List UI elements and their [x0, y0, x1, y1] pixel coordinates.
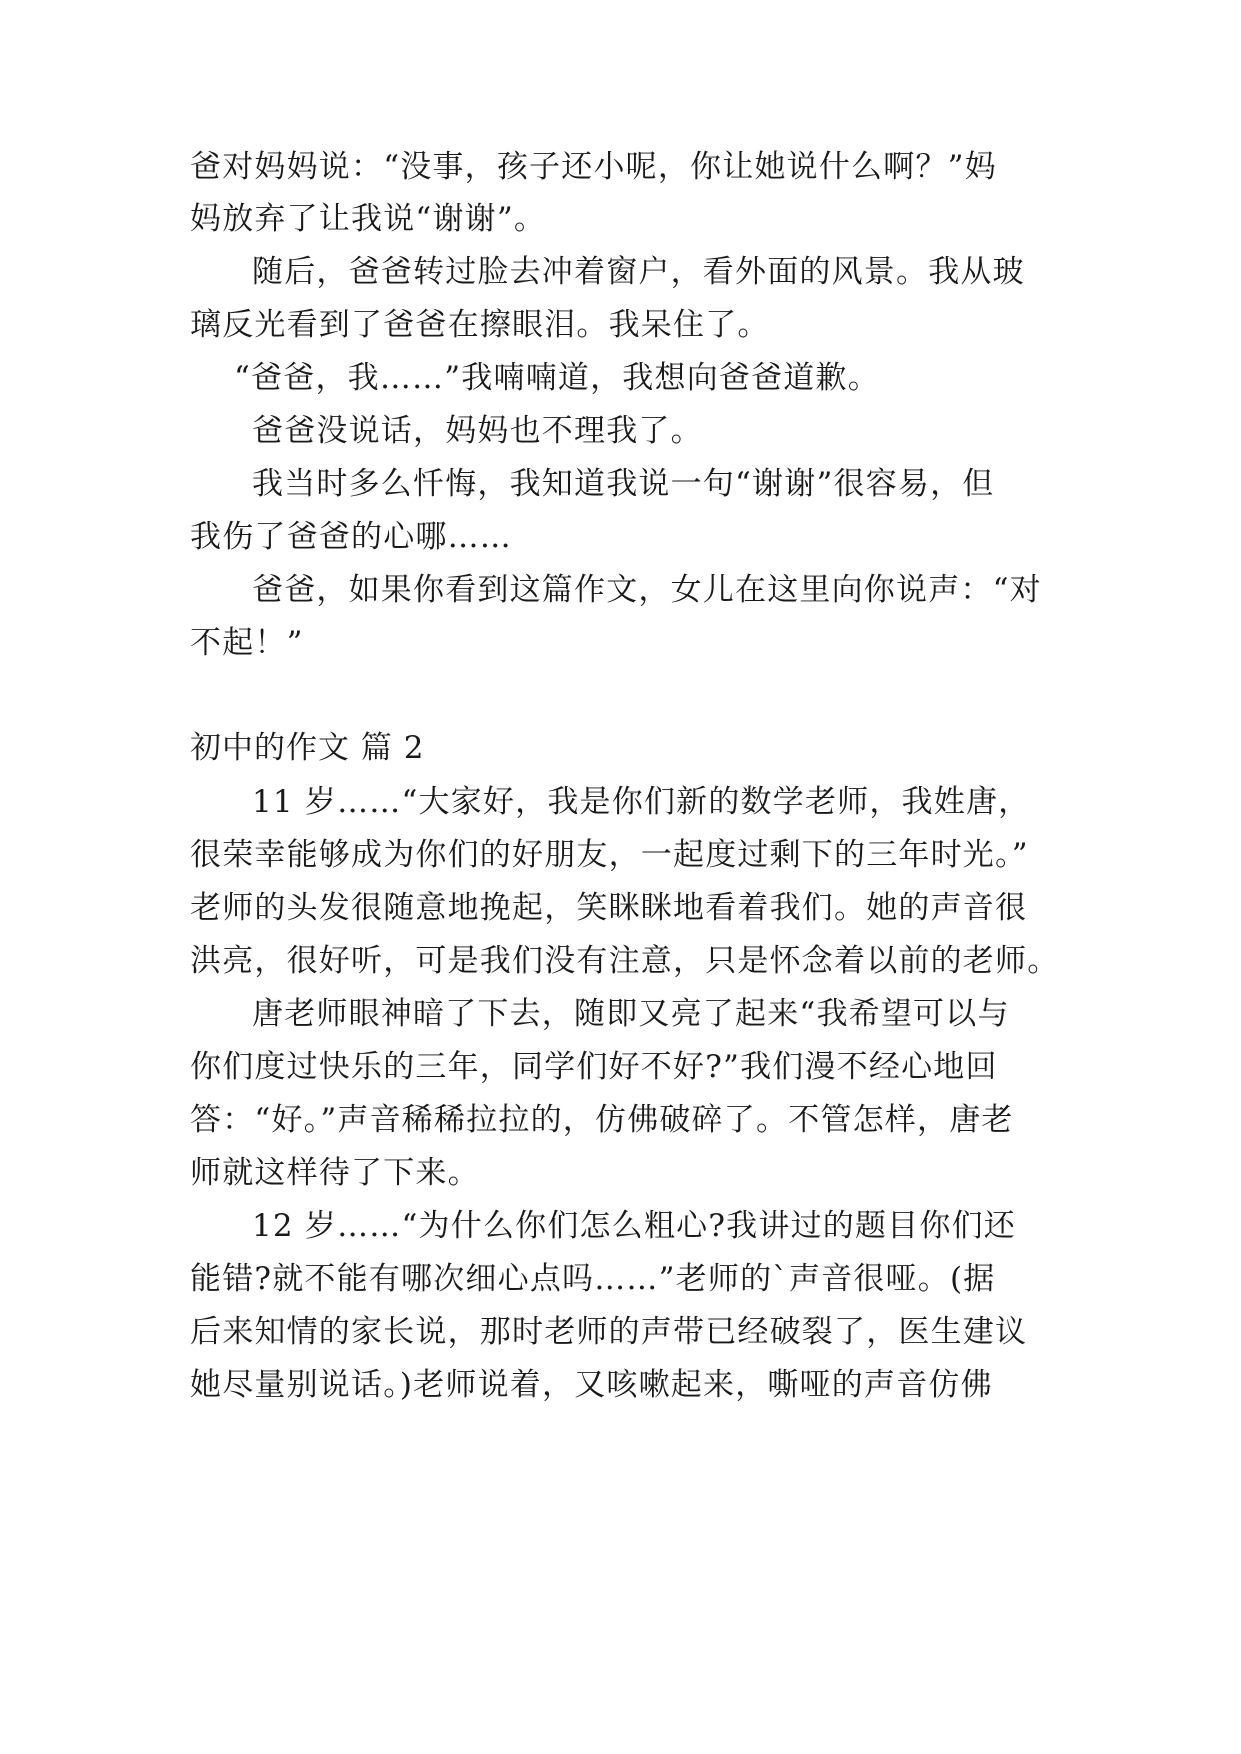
paragraph-start: 爸爸没说话，妈妈也不理我了。	[252, 413, 703, 449]
paragraph-start: 我当时多么忏悔，我知道我说一句“谢谢”很容易，但	[252, 466, 995, 502]
text-line: 老师的头发很随意地挽起，笑眯眯地看着我们。她的声音很	[190, 890, 1028, 926]
paragraph-start: 爸爸，如果你看到这篇作文，女儿在这里向你说声：“对	[252, 572, 1042, 608]
text-line: 你们度过快乐的三年，同学们好不好?”我们漫不经心地回	[190, 1049, 998, 1085]
text-line: 后来知情的家长说，那时老师的声带已经破裂了，医生建议	[190, 1314, 1028, 1350]
text-line: 璃反光看到了爸爸在擦眼泪。我呆住了。	[190, 307, 770, 343]
text-line: 她尽量别说话。)老师说着，又咳嗽起来，嘶哑的声音仿佛	[190, 1367, 993, 1403]
paragraph-start: 11 岁……“大家好，我是你们新的数学老师，我姓唐，	[252, 784, 1031, 820]
text-line: 能错?就不能有哪次细心点吗……”老师的`声音很哑。(据	[190, 1261, 996, 1297]
text-line: 师就这样待了下来。	[190, 1155, 480, 1191]
text-line: 我伤了爸爸的心哪……	[190, 519, 512, 555]
paragraph-start: 12 岁……“为什么你们怎么粗心?我讲过的题目你们还	[252, 1208, 1016, 1244]
text-line: 不起！”	[190, 625, 304, 661]
paragraph-start: 随后，爸爸转过脸去冲着窗户，看外面的风景。我从玻	[252, 254, 1025, 290]
text-line: 爸对妈妈说：“没事，孩子还小呢，你让她说什么啊？”妈	[190, 149, 997, 185]
text-line: 答：“好。”声音稀稀拉拉的，仿佛破碎了。不管怎样，唐老	[190, 1102, 1014, 1138]
paragraph-start: 唐老师眼神暗了下去，随即又亮了起来“我希望可以与	[252, 996, 1010, 1032]
text-line: 妈放弃了让我说“谢谢”。	[190, 201, 547, 237]
text-line: 很荣幸能够成为你们的好朋友，一起度过剩下的三年时光。”	[190, 837, 1029, 873]
text-line: 洪亮，很好听，可是我们没有注意，只是怀念着以前的老师。	[190, 943, 1060, 979]
paragraph-start: “爸爸，我……”我喃喃道，我想向爸爸道歉。	[234, 360, 880, 396]
section-heading: 初中的作文 篇 2	[190, 730, 425, 766]
